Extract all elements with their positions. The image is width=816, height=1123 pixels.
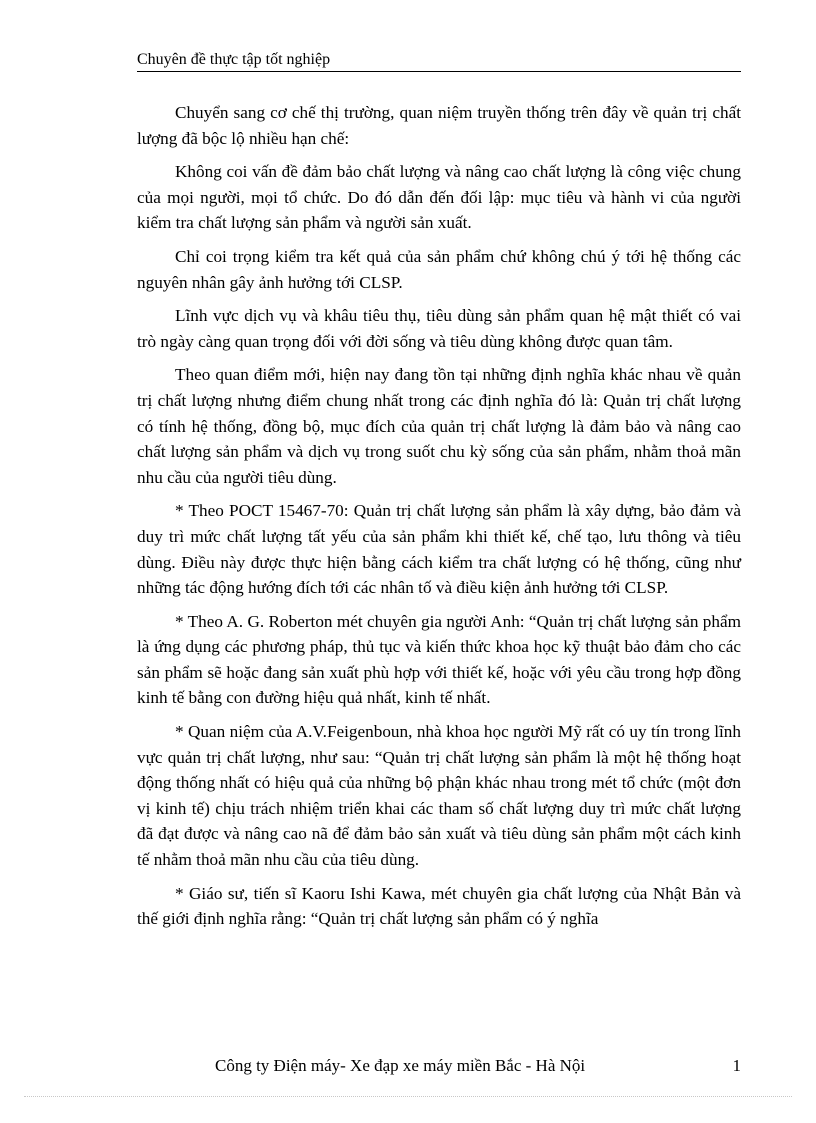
paragraph-5: Theo quan điểm mới, hiện nay đang tồn tại những định nghĩa khác nhau về quản trị chất lượng nhưng điểm chung nhất trong các định nghĩa đó là: Quản trị chất lượng có tính hệ thống, đồng bộ, mục đích của quản trị chất lượng là đảm bảo và nâng cao chất lượng sản phẩm và dịch vụ trong suốt chu kỳ sống của sản phẩm, nhằm thoả mãn nhu cầu của người tiêu dùng.	[137, 365, 741, 487]
page-number: 1	[732, 1056, 741, 1075]
paragraph-6: * Theo POCT 15467-70: Quản trị chất lượng sản phẩm là xây dựng, bảo đảm và duy trì mức chất lượng tất yếu của sản phẩm khi thiết kế, chế tạo, lưu thông và tiêu dùng. Điều này được thực hiện bằng cách kiểm tra chất lượng có hệ thống, cũng như những tác động hướng đích tới các nhân tố và điều kiện ảnh hưởng tới CLSP.	[137, 501, 741, 598]
paragraph-2: Không coi vấn đề đảm bảo chất lượng và nâng cao chất lượng là công việc chung của mọi người, mọi tổ chức. Do đó dẫn đến đối lập: mục tiêu và hành vi của người kiểm tra chất lượng sản phẩm và người sản xuất.	[137, 162, 741, 233]
page-separator	[24, 1096, 792, 1097]
paragraph-3: Chỉ coi trọng kiểm tra kết quả của sản phẩm chứ không chú ý tới hệ thống các nguyên nhân gây ảnh hưởng tới CLSP.	[137, 246, 741, 292]
paragraph-8: * Quan niệm của A.V.Feigenboun, nhà khoa học người Mỹ rất có uy tín trong lĩnh vực quản trị chất lượng, như sau: “Quản trị chất lượng sản phẩm là một hệ thống hoạt động thống nhất có hiệu quả của những bộ phận khác nhau trong mét tổ chức (một đơn vị kinh tế) chịu trách nhiệm triển khai các tham số chất lượng duy trì mức chất lượng đã đạt được và nâng cao nã để đảm bảo sản xuất và tiêu dùng sản phẩm một cách kinh tế nhằm thoả mãn nhu cầu của tiêu dùng.	[137, 722, 741, 870]
paragraph-4: Lĩnh vực dịch vụ và khâu tiêu thụ, tiêu dùng sản phẩm quan hệ mật thiết có vai trò ngày càng quan trọng đối với đời sống và tiêu dùng không được quan tâm.	[137, 306, 741, 351]
document-body	[137, 100, 741, 940]
paragraph-7: * Theo A. G. Roberton mét chuyên gia người Anh: “Quản trị chất lượng sản phẩm là ứng dụng các phương pháp, thủ tục và kiến thức khoa học kỹ thuật bảo đảm cho các sản phẩm sẽ hoặc đang sản xuất phù hợp với thiết kế, hoặc với yêu cầu trong hợp đồng kinh tế bằng con đường hiệu quả nhất, kinh tế nhất.	[137, 611, 741, 708]
footer-text: Công ty Điện máy- Xe đạp xe máy miền Bắc - Hà Nội	[215, 1056, 586, 1075]
paragraph-1: Chuyển sang cơ chế thị trường, quan niệm truyền thống trên đây về quản trị chất lượng đã bộc lộ nhiều hạn chế:	[137, 103, 741, 148]
page-header: Chuyên đề thực tập tốt nghiệp	[137, 50, 741, 72]
paragraph-9: * Giáo sư, tiến sĩ Kaoru Ishi Kawa, mét chuyên gia chất lượng của Nhật Bản và thế giới định nghĩa rằng: “Quản trị chất lượng sản phẩm có ý nghĩa	[137, 883, 741, 929]
